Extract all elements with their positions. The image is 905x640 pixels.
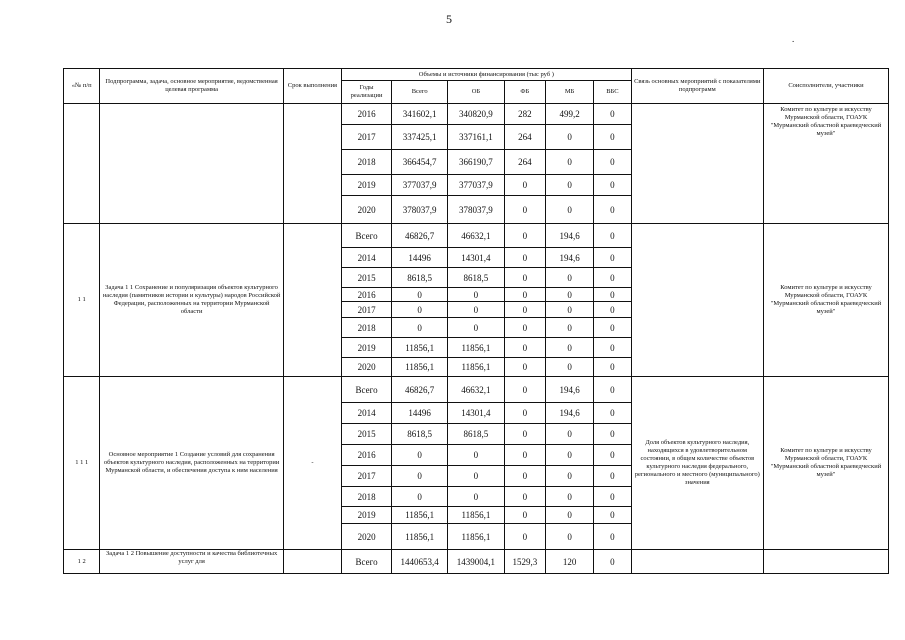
year-cell: 2017 xyxy=(342,466,392,487)
header-link: Связь основных мероприятий с показателями подпрограмм xyxy=(631,69,763,104)
section0-term xyxy=(283,104,341,224)
table-row xyxy=(64,377,889,403)
vbs-cell: 0 xyxy=(594,550,632,574)
section2-name: Основное мероприятие 1 Создание условий для сохранения объектов культурного наследия, расположенных на территории Мурманской области, и обеспечения доступа к ним населения xyxy=(100,377,283,550)
total-cell: 0 xyxy=(392,466,448,487)
header-program: Подпрограмма, задача, основное мероприятие, ведомственная целевая программа xyxy=(100,69,283,104)
vbs-cell: 0 xyxy=(594,224,632,248)
ob-cell: 340820,9 xyxy=(448,104,504,125)
section1-executor: Комитет по культуре и искусству Мурманской области, ГОАУК "Мурманский областной краеведческий музей" xyxy=(763,224,888,377)
section1-term xyxy=(283,224,341,377)
mb-cell: 0 xyxy=(546,302,594,318)
mb-cell: 0 xyxy=(546,150,594,175)
section0-num xyxy=(64,104,100,224)
section1-num: 1 1 xyxy=(64,224,100,377)
section0-executor: Комитет по культуре и искусству Мурманской области, ГОАУК "Мурманский областной краеведческий музей" xyxy=(763,104,888,224)
section1-link xyxy=(631,224,763,377)
total-cell: 11856,1 xyxy=(392,524,448,550)
header-fb: ФБ xyxy=(504,81,546,104)
table-row xyxy=(64,550,889,574)
total-cell: 46826,7 xyxy=(392,224,448,248)
year-cell: 2016 xyxy=(342,104,392,125)
ob-cell: 378037,9 xyxy=(448,196,504,224)
total-cell: 337425,1 xyxy=(392,125,448,150)
year-cell: 2018 xyxy=(342,487,392,507)
ob-cell: 14301,4 xyxy=(448,403,504,424)
total-cell: 0 xyxy=(392,318,448,338)
vbs-cell: 0 xyxy=(594,196,632,224)
mb-cell: 194,6 xyxy=(546,377,594,403)
page-mark: . xyxy=(792,34,795,44)
year-cell: 2015 xyxy=(342,424,392,445)
total-cell: 8618,5 xyxy=(392,268,448,288)
header-vbs: ВБС xyxy=(594,81,632,104)
fb-cell: 0 xyxy=(504,445,546,466)
year-cell: 2014 xyxy=(342,248,392,268)
ob-cell: 11856,1 xyxy=(448,524,504,550)
ob-cell: 0 xyxy=(448,302,504,318)
header-mb: МБ xyxy=(546,81,594,104)
section2-num: 1 1 1 xyxy=(64,377,100,550)
ob-cell: 8618,5 xyxy=(448,268,504,288)
total-cell: 11856,1 xyxy=(392,338,448,358)
vbs-cell: 0 xyxy=(594,338,632,358)
total-cell: 366454,7 xyxy=(392,150,448,175)
ob-cell: 11856,1 xyxy=(448,338,504,358)
total-cell: 14496 xyxy=(392,248,448,268)
total-cell: 0 xyxy=(392,288,448,302)
section0-name xyxy=(100,104,283,224)
year-cell: 2016 xyxy=(342,445,392,466)
mb-cell: 499,2 xyxy=(546,104,594,125)
total-cell: 14496 xyxy=(392,403,448,424)
vbs-cell: 0 xyxy=(594,288,632,302)
mb-cell: 0 xyxy=(546,358,594,377)
ob-cell: 337161,1 xyxy=(448,125,504,150)
funding-table xyxy=(63,68,889,574)
year-cell: 2016 xyxy=(342,288,392,302)
ob-cell: 0 xyxy=(448,288,504,302)
mb-cell: 0 xyxy=(546,338,594,358)
mb-cell: 0 xyxy=(546,445,594,466)
mb-cell: 0 xyxy=(546,196,594,224)
mb-cell: 0 xyxy=(546,288,594,302)
year-cell: 2017 xyxy=(342,125,392,150)
year-cell: 2015 xyxy=(342,268,392,288)
ob-cell: 0 xyxy=(448,445,504,466)
section1-name: Задача 1 1 Сохранение и популяризация объектов культурного наследия (памятников истории и культуры) народов Российской Федерации, расположенных на территории Мурманской области xyxy=(100,224,283,377)
header-years: Годы реализации xyxy=(342,81,392,104)
fb-cell: 0 xyxy=(504,288,546,302)
ob-cell: 1439004,1 xyxy=(448,550,504,574)
year-cell: 2018 xyxy=(342,318,392,338)
fb-cell: 0 xyxy=(504,224,546,248)
mb-cell: 0 xyxy=(546,125,594,150)
mb-cell: 0 xyxy=(546,175,594,196)
page-number: 5 xyxy=(446,12,452,26)
total-cell: 0 xyxy=(392,445,448,466)
year-cell: 2019 xyxy=(342,338,392,358)
ob-cell: 366190,7 xyxy=(448,150,504,175)
ob-cell: 8618,5 xyxy=(448,424,504,445)
vbs-cell: 0 xyxy=(594,248,632,268)
ob-cell: 14301,4 xyxy=(448,248,504,268)
vbs-cell: 0 xyxy=(594,507,632,524)
vbs-cell: 0 xyxy=(594,466,632,487)
vbs-cell: 0 xyxy=(594,125,632,150)
total-cell: 0 xyxy=(392,487,448,507)
vbs-cell: 0 xyxy=(594,104,632,125)
total-cell: 0 xyxy=(392,302,448,318)
year-cell: Всего xyxy=(342,550,392,574)
fb-cell: 0 xyxy=(504,175,546,196)
year-cell: Всего xyxy=(342,224,392,248)
vbs-cell: 0 xyxy=(594,175,632,196)
fb-cell: 264 xyxy=(504,125,546,150)
fb-cell: 0 xyxy=(504,377,546,403)
year-cell: 2020 xyxy=(342,196,392,224)
mb-cell: 194,6 xyxy=(546,224,594,248)
fb-cell: 282 xyxy=(504,104,546,125)
header-total: Всего xyxy=(392,81,448,104)
year-cell: Всего xyxy=(342,377,392,403)
fb-cell: 0 xyxy=(504,248,546,268)
total-cell: 11856,1 xyxy=(392,358,448,377)
vbs-cell: 0 xyxy=(594,445,632,466)
year-cell: 2019 xyxy=(342,175,392,196)
section2-term: - xyxy=(283,377,341,550)
mb-cell: 0 xyxy=(546,524,594,550)
table-row xyxy=(64,224,889,248)
mb-cell: 194,6 xyxy=(546,403,594,424)
fb-cell: 0 xyxy=(504,507,546,524)
fb-cell: 264 xyxy=(504,150,546,175)
ob-cell: 11856,1 xyxy=(448,358,504,377)
header-ob: ОБ xyxy=(448,81,504,104)
section3-term xyxy=(283,550,341,574)
total-cell: 1440653,4 xyxy=(392,550,448,574)
fb-cell: 0 xyxy=(504,196,546,224)
total-cell: 46826,7 xyxy=(392,377,448,403)
mb-cell: 0 xyxy=(546,507,594,524)
table-row xyxy=(64,104,889,125)
mb-cell: 0 xyxy=(546,268,594,288)
total-cell: 11856,1 xyxy=(392,507,448,524)
ob-cell: 377037,9 xyxy=(448,175,504,196)
fb-cell: 0 xyxy=(504,338,546,358)
total-cell: 341602,1 xyxy=(392,104,448,125)
vbs-cell: 0 xyxy=(594,424,632,445)
mb-cell: 194,6 xyxy=(546,248,594,268)
fb-cell: 0 xyxy=(504,302,546,318)
ob-cell: 0 xyxy=(448,318,504,338)
mb-cell: 120 xyxy=(546,550,594,574)
total-cell: 378037,9 xyxy=(392,196,448,224)
year-cell: 2017 xyxy=(342,302,392,318)
year-cell: 2018 xyxy=(342,150,392,175)
header-term: Срок выполнения xyxy=(283,69,341,104)
section3-link xyxy=(631,550,763,574)
vbs-cell: 0 xyxy=(594,268,632,288)
vbs-cell: 0 xyxy=(594,487,632,507)
ob-cell: 0 xyxy=(448,487,504,507)
header-funding: Объемы и источники финансирования (тыс руб ) xyxy=(342,69,632,81)
fb-cell: 0 xyxy=(504,424,546,445)
section3-num: 1 2 xyxy=(64,550,100,574)
section3-name: Задача 1 2 Повышение доступности и качества библиотечных услуг для xyxy=(100,550,283,574)
fb-cell: 0 xyxy=(504,358,546,377)
mb-cell: 0 xyxy=(546,487,594,507)
year-cell: 2020 xyxy=(342,524,392,550)
mb-cell: 0 xyxy=(546,318,594,338)
vbs-cell: 0 xyxy=(594,377,632,403)
total-cell: 8618,5 xyxy=(392,424,448,445)
fb-cell: 0 xyxy=(504,318,546,338)
fb-cell: 0 xyxy=(504,524,546,550)
fb-cell: 0 xyxy=(504,466,546,487)
section3-executor xyxy=(763,550,888,574)
section2-executor: Комитет по культуре и искусству Мурманской области, ГОАУК "Мурманский областной краеведческий музей" xyxy=(763,377,888,550)
section0-link xyxy=(631,104,763,224)
vbs-cell: 0 xyxy=(594,524,632,550)
year-cell: 2020 xyxy=(342,358,392,377)
fb-cell: 0 xyxy=(504,487,546,507)
total-cell: 377037,9 xyxy=(392,175,448,196)
vbs-cell: 0 xyxy=(594,403,632,424)
vbs-cell: 0 xyxy=(594,302,632,318)
vbs-cell: 0 xyxy=(594,358,632,377)
vbs-cell: 0 xyxy=(594,318,632,338)
header-num: «№ п/п xyxy=(64,69,100,104)
header-executors: Соисполнители, участники xyxy=(763,69,888,104)
fb-cell: 1529,3 xyxy=(504,550,546,574)
fb-cell: 0 xyxy=(504,403,546,424)
year-cell: 2019 xyxy=(342,507,392,524)
ob-cell: 46632,1 xyxy=(448,377,504,403)
mb-cell: 0 xyxy=(546,424,594,445)
mb-cell: 0 xyxy=(546,466,594,487)
vbs-cell: 0 xyxy=(594,150,632,175)
ob-cell: 46632,1 xyxy=(448,224,504,248)
section2-link: Доля объектов культурного наследия, находящихся в удовлетворительном состоянии, в общем количестве объектов культурного наследия федерального, регионального и местного (муниципального) значения xyxy=(631,377,763,550)
ob-cell: 11856,1 xyxy=(448,507,504,524)
fb-cell: 0 xyxy=(504,268,546,288)
ob-cell: 0 xyxy=(448,466,504,487)
year-cell: 2014 xyxy=(342,403,392,424)
